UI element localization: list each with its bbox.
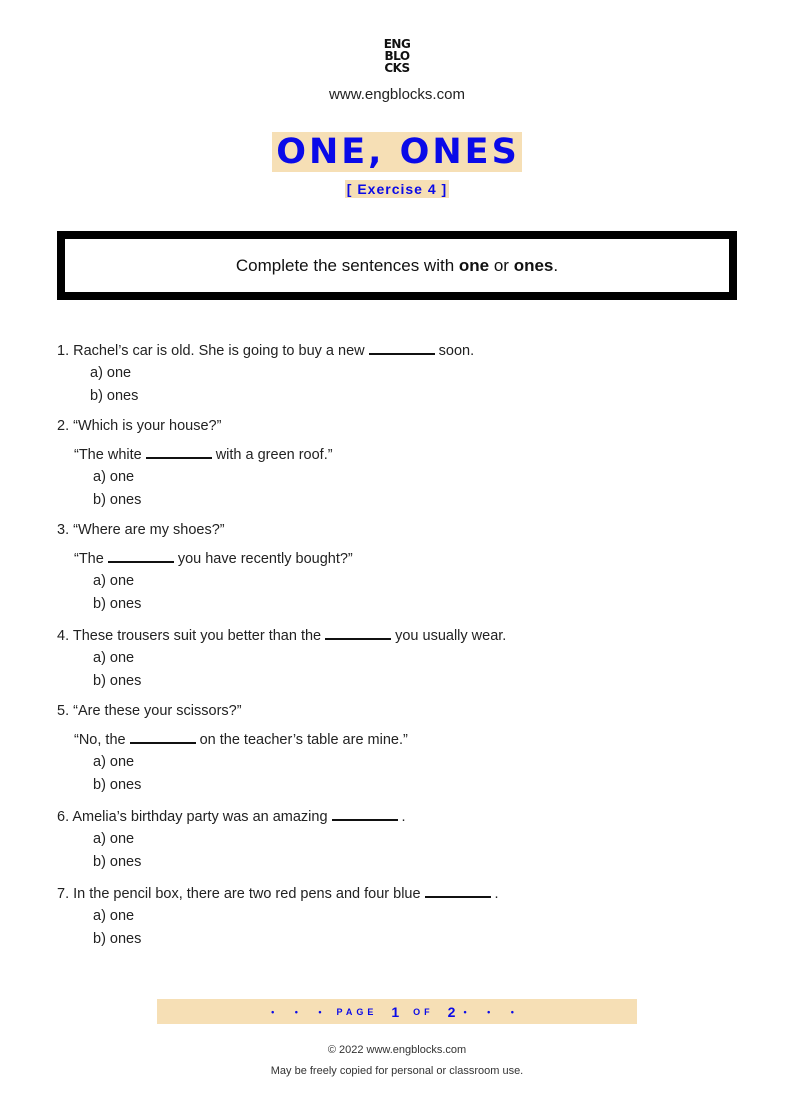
answer-blank[interactable] [369, 338, 435, 355]
option-a[interactable]: a) one [93, 908, 135, 924]
question-text: 6. Amelia’s birthday party was an amazing . [57, 804, 737, 828]
answer-blank[interactable] [425, 881, 491, 898]
logo-line: ENG [383, 37, 411, 51]
question-4 [57, 623, 737, 693]
question-5 [57, 700, 737, 797]
logo [0, 38, 794, 74]
license-note: May be freely copied for personal or classroom use. [270, 1065, 524, 1077]
answer-blank[interactable] [130, 727, 196, 744]
dots-left: • • • [271, 1006, 331, 1017]
question-text: 7. In the pencil box, there are two red pens and four blue . [57, 881, 737, 905]
option-b[interactable]: b) ones [93, 492, 142, 508]
engblocks-logo [384, 38, 411, 74]
option-b[interactable]: b) ones [93, 673, 142, 689]
page-word: PAGE [336, 1006, 378, 1017]
logo-line: BLO [384, 49, 410, 63]
option-a[interactable]: a) one [93, 754, 135, 770]
question-7 [57, 881, 737, 951]
option-a[interactable]: a) one [93, 469, 135, 485]
page-indicator [157, 999, 637, 1024]
exercise-label: [ Exercise 4 ] [346, 181, 448, 197]
question-1 [57, 338, 737, 408]
option-a[interactable]: a) one [93, 573, 135, 589]
question-text: 1. Rachel’s car is old. She is going to buy a new soon. [57, 338, 737, 362]
page-title: ONE, ONES [272, 132, 522, 172]
instruction-word-one: one [458, 255, 490, 275]
answer-blank[interactable] [325, 623, 391, 640]
question-list [57, 338, 737, 958]
answer-blank[interactable] [108, 546, 174, 563]
site-url: www.engblocks.com [329, 86, 465, 103]
answer-blank[interactable] [146, 442, 212, 459]
question-text: 3. “Where are my shoes?” [57, 522, 225, 538]
option-a[interactable]: a) one [93, 650, 135, 666]
option-a[interactable]: a) one [90, 365, 132, 381]
option-b[interactable]: b) ones [90, 388, 139, 404]
question-text: “No, the on the teacher’s table are mine.” [57, 727, 737, 751]
copyright: © 2022 www.engblocks.com [327, 1044, 467, 1056]
option-b[interactable]: b) ones [93, 777, 142, 793]
page-number: 1 [391, 1003, 400, 1020]
question-3 [57, 519, 737, 616]
instruction-box [57, 231, 737, 300]
question-6 [57, 804, 737, 874]
option-b[interactable]: b) ones [93, 854, 142, 870]
question-text: “The white with a green roof.” [57, 442, 737, 466]
logo-line: CKS [384, 61, 410, 75]
instruction-text: Complete the sentences with one or ones. [235, 255, 559, 275]
page-total: 2 [447, 1003, 456, 1020]
of-word: OF [413, 1006, 434, 1017]
dots-right: • • • [463, 1006, 523, 1017]
question-text: 5. “Are these your scissors?” [57, 703, 242, 719]
instruction-word-ones: ones [513, 255, 554, 275]
option-a[interactable]: a) one [93, 831, 135, 847]
option-b[interactable]: b) ones [93, 596, 142, 612]
question-2 [57, 415, 737, 512]
question-text: “The you have recently bought?” [57, 546, 737, 570]
option-b[interactable]: b) ones [93, 931, 142, 947]
question-text: 2. “Which is your house?” [57, 418, 222, 434]
answer-blank[interactable] [332, 804, 398, 821]
question-text: 4. These trousers suit you better than the you usually wear. [57, 623, 737, 647]
